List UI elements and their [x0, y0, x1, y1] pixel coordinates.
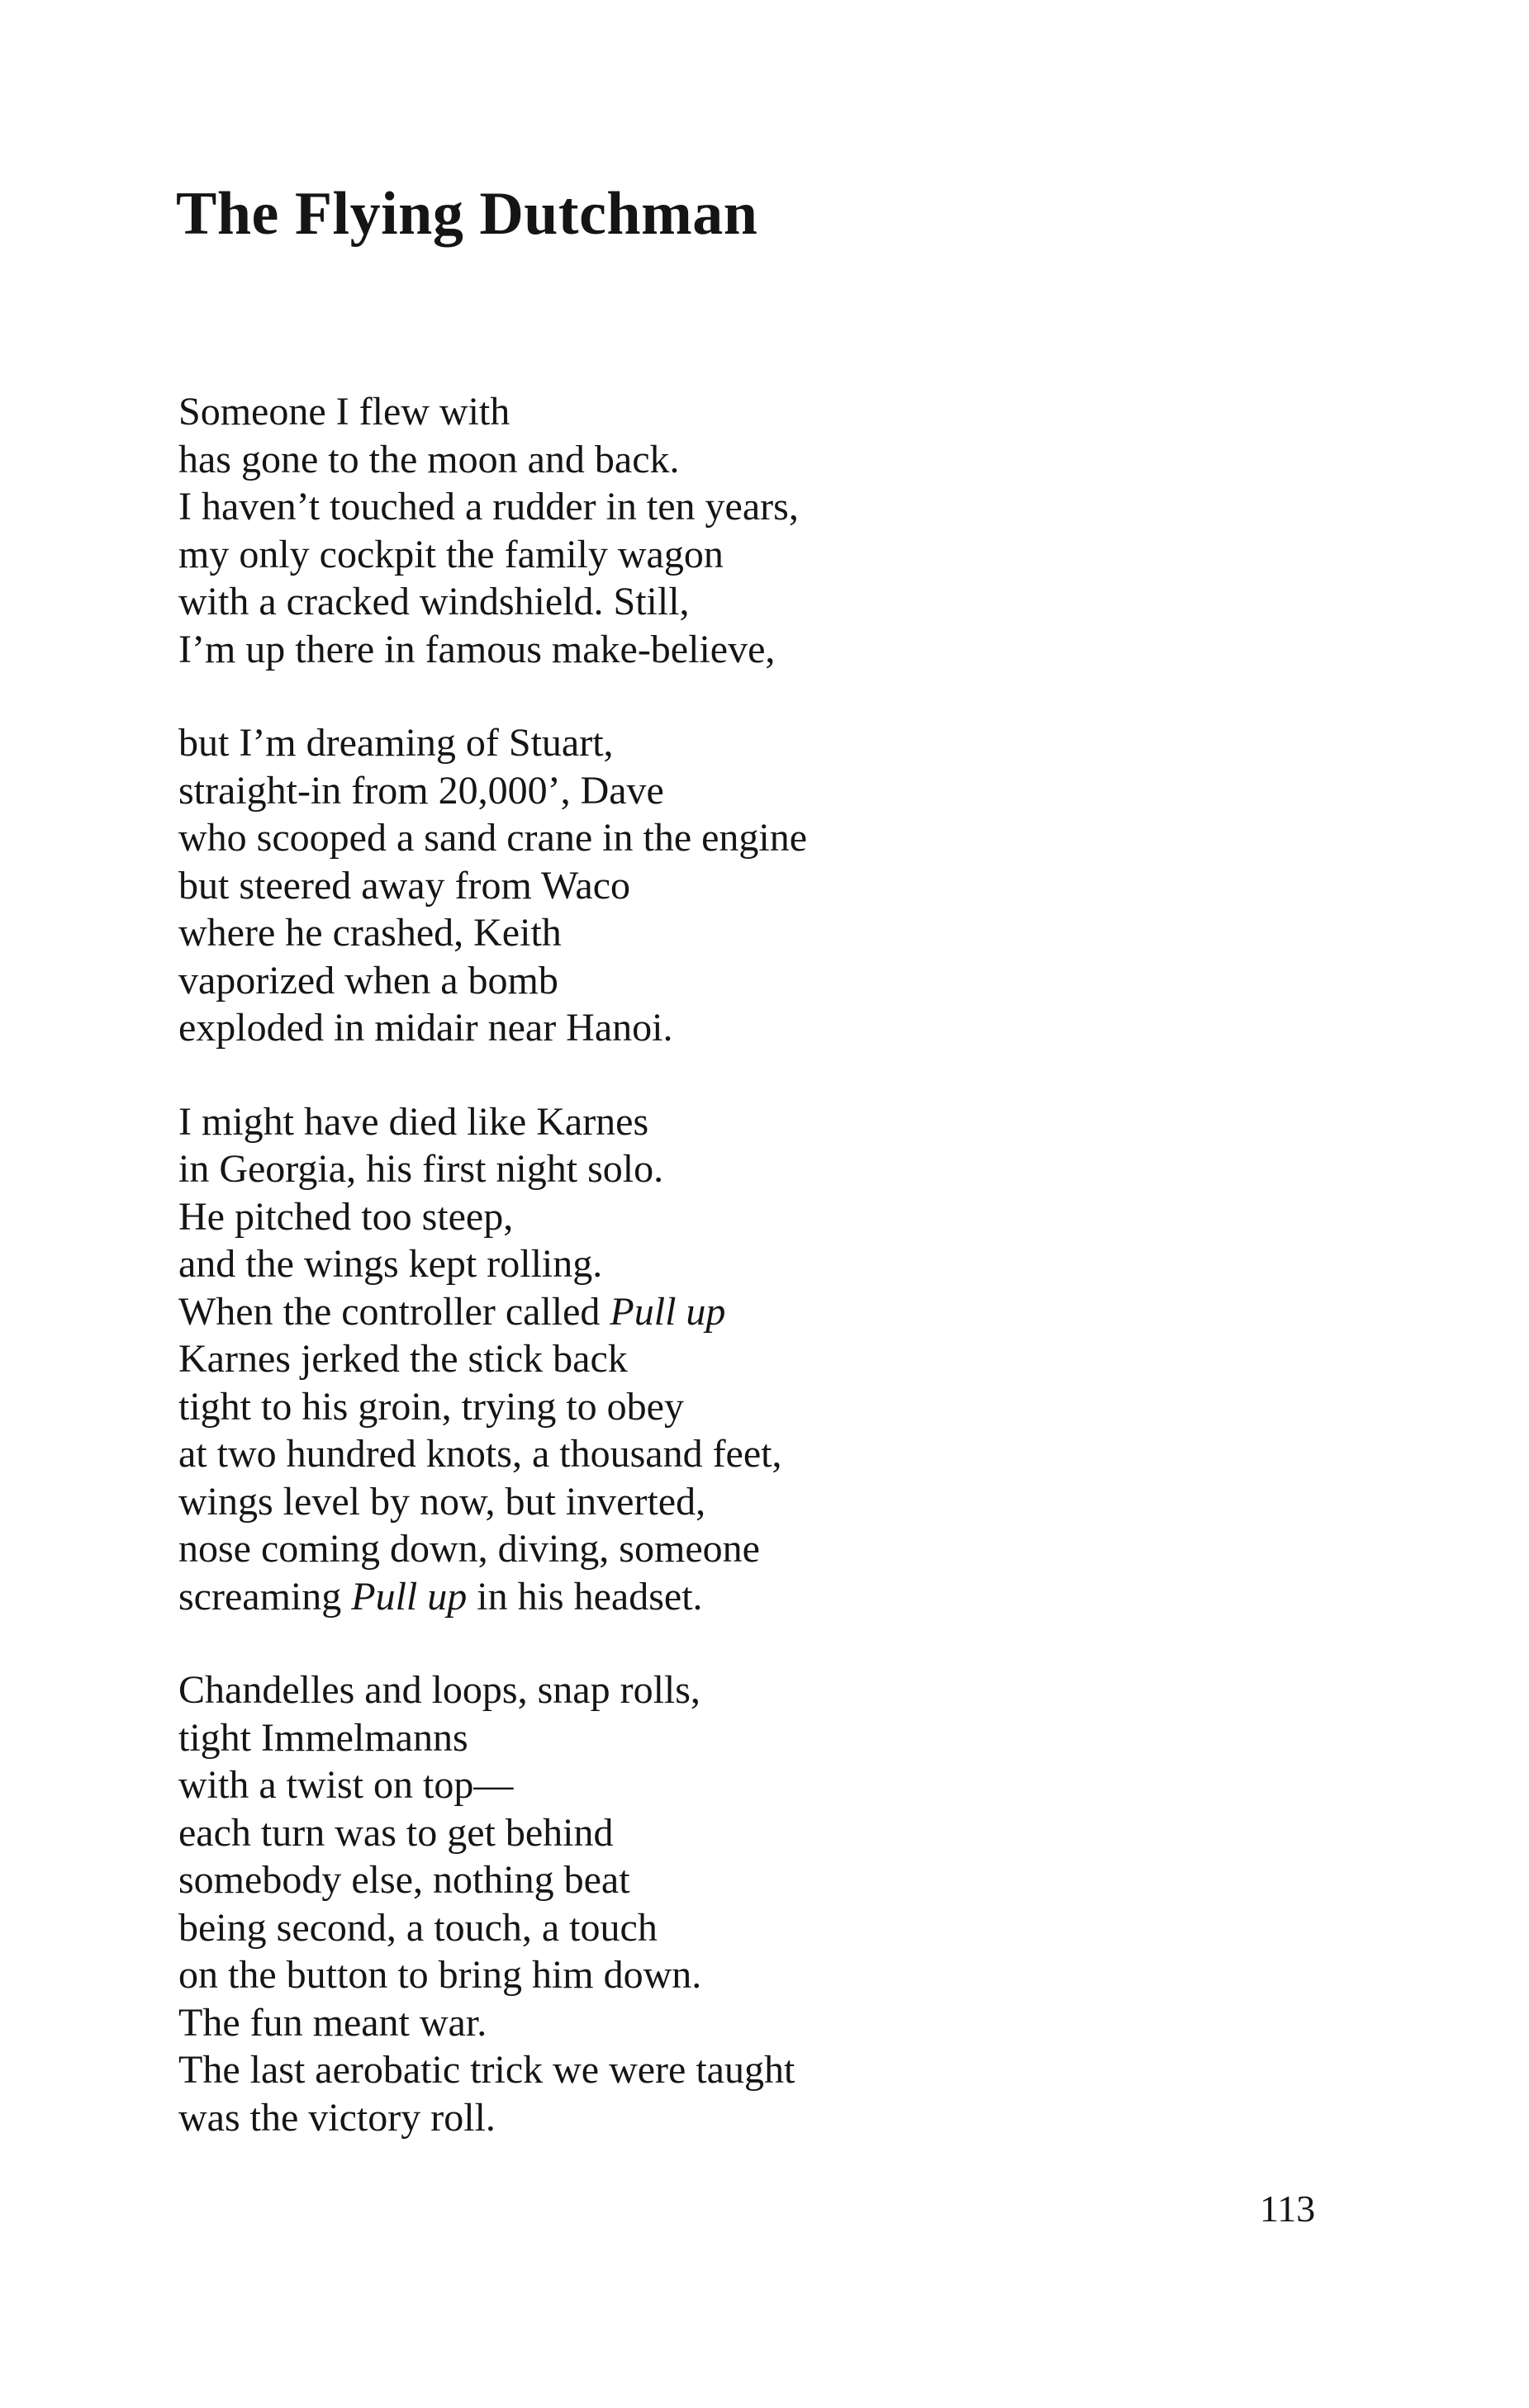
poem-line: vaporized when a bomb [178, 958, 558, 1003]
stanza-4 [178, 1666, 1376, 2141]
poem-line: my only cockpit the family wagon [178, 532, 724, 576]
poem-line: Karnes jerked the stick back [178, 1337, 628, 1381]
poem-line: The last aerobatic trick we were taught [178, 2048, 795, 2092]
poem-line: with a twist on top— [178, 1763, 514, 1807]
stanza-3 [178, 1098, 1376, 1621]
stanza-1 [178, 388, 1376, 673]
poem-line: being second, a touch, a touch [178, 1905, 658, 1950]
poem-italic-phrase: Pull up [610, 1289, 726, 1334]
poem-line [178, 1288, 1376, 1336]
poem-line-text: screaming [178, 1574, 352, 1619]
poem-line: and the wings kept rolling. [178, 1242, 603, 1286]
poem-line: somebody else, nothing beat [178, 1858, 630, 1902]
poem-line: wings level by now, but inverted, [178, 1479, 706, 1524]
poem-line: where he crashed, Keith [178, 911, 562, 955]
poem-line: Someone I flew with [178, 390, 510, 434]
poem-line-text: in his headset. [467, 1574, 703, 1619]
poem-line: Chandelles and loops, snap rolls, [178, 1668, 700, 1712]
poem-line: He pitched too steep, [178, 1194, 514, 1239]
poem-line: has gone to the moon and back. [178, 437, 680, 481]
page-title: The Flying Dutchman [176, 180, 758, 248]
poem-line: tight Immelmanns [178, 1715, 468, 1760]
poem-line: with a cracked windshield. Still, [178, 580, 690, 623]
poem-italic-phrase: Pull up [351, 1574, 468, 1619]
poem-line: I haven’t touched a rudder in ten years, [178, 485, 799, 529]
poem-line: but steered away from Waco [178, 863, 631, 908]
poem-line: on the button to bring him down. [178, 1953, 702, 1997]
poem-line: I might have died like Karnes [178, 1099, 649, 1144]
poem-line: The fun meant war. [178, 2000, 487, 2045]
poem-line: exploded in midair near Hanoi. [178, 1006, 673, 1050]
poem-line: but I’m dreaming of Stuart, [178, 721, 614, 765]
poem-line-text: When the controller called [178, 1289, 610, 1334]
poem-line: was the victory roll. [178, 2095, 496, 2140]
poem-line: who scooped a sand crane in the engine [178, 816, 808, 860]
poem-line: at two hundred knots, a thousand feet, [178, 1432, 782, 1476]
poem-line: each turn was to get behind [178, 1810, 614, 1855]
poem-line: straight-in from 20,000’, Dave [178, 768, 664, 813]
poem-line: in Georgia, his first night solo. [178, 1147, 664, 1191]
stanza-2 [178, 719, 1376, 1052]
poem-line [178, 1573, 1376, 1621]
poem-line: I’m up there in famous make-believe, [178, 627, 776, 671]
poem-line: nose coming down, diving, someone [178, 1527, 760, 1571]
page-number: 113 [1260, 2188, 1316, 2230]
poem-line: tight to his groin, trying to obey [178, 1384, 684, 1429]
poem-body [178, 388, 1376, 2188]
